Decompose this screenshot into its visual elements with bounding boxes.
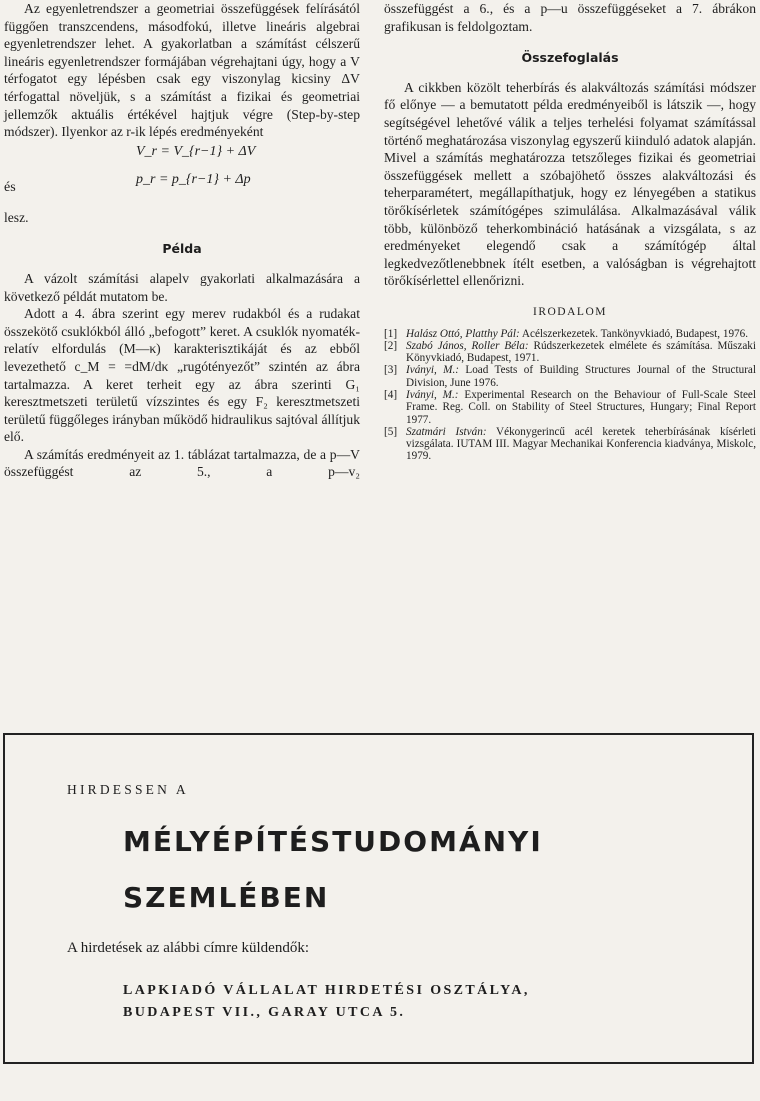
reference-number: [3] bbox=[384, 364, 398, 377]
reference-number: [4] bbox=[384, 388, 398, 401]
section-heading-osszefoglalas: Összefoglalás bbox=[521, 50, 619, 66]
reference-item bbox=[384, 364, 756, 389]
reference-authors: Iványi, M.: bbox=[406, 364, 459, 377]
reference-text: Acélszerkezetek. Tankönyvkiadó, Budapest, 1976. bbox=[521, 327, 749, 340]
reference-item bbox=[384, 426, 756, 463]
reference-item bbox=[384, 328, 756, 340]
advertisement-box bbox=[3, 733, 754, 1064]
ad-address-line2: BUDAPEST VII., GARAY UTCA 5. bbox=[123, 1005, 406, 1020]
ad-title-line2: SZEMLÉBEN bbox=[123, 881, 330, 914]
ad-address-line1: LAPKIADÓ VÁLLALAT HIRDETÉSI OSZTÁLYA, bbox=[123, 983, 530, 998]
reference-authors: Iványi, M.: bbox=[406, 388, 459, 401]
reference-text: Experimental Research on the Behaviour of Full-Scale Steel Frame. Reg. Coll. on Stability of Steel Structures, Hungary; Final Report 1977. bbox=[406, 388, 756, 426]
reference-number: [2] bbox=[384, 339, 398, 352]
left-column bbox=[4, 0, 360, 481]
ad-subtitle: A hirdetések az alábbi címre küldendők: bbox=[67, 940, 309, 956]
reference-authors: Szabó János, Roller Béla: bbox=[406, 339, 529, 352]
paragraph-frame-description: Adott a 4. ábra szerint egy merev rudakból és a rudakat összekötő csuklókból álló „befogott” keret. A csuklók nyomaték-relatív elfordulás (M—κ) karakterisztikáját és az ebből levezethető c_M = =dM/dκ „rugótényezőt” szintén az ábra tartalmazza. A keret terheit egy az ábra szerinti G₁ keresztmetszeti területű vízszintes és egy F₂ keresztmetszeti területű függőleges irányban működő hidraulikus sajtóval állítjuk elő. bbox=[4, 306, 360, 445]
ad-title-line1: MÉLYÉPÍTÉSTUDOMÁNYI bbox=[123, 825, 543, 858]
right-column bbox=[384, 0, 756, 463]
reference-authors: Szatmári István: bbox=[406, 425, 487, 438]
conjunction-es: és bbox=[4, 179, 16, 195]
reference-text: Rúdszerkezetek elmélete és számítása. Műszaki Könyvkiadó, Budapest, 1971. bbox=[406, 339, 757, 365]
section-heading-pelda: Példa bbox=[162, 241, 202, 257]
ad-lead-text: HIRDESSEN A bbox=[67, 782, 189, 797]
formula-pressure: p_r = p_{r−1} + Δp bbox=[136, 171, 251, 187]
paragraph-results: A számítás eredményeit az 1. táblázat tartalmazza, de a p—V összefüggést az 5., a p—v₂ bbox=[4, 446, 360, 480]
reference-text: Load Tests of Building Structures Journal of the Structural Division, June 1976. bbox=[406, 364, 756, 389]
formula-pressure-row bbox=[4, 169, 360, 197]
paragraph-summary: A cikkben közölt teherbírás és alakváltozás számítási módszer fő előnye — a bemutatott példa eredményeiből is látszik —, hogy segítségével lehetővé válik a teljes terhelési folyamat számítással történő meghatározása viszonylag egyszerű kiinduló adatok alapján. Mivel a számítás meghatározza tetszőleges fizikai és geometriai összefüggések mellett a szóbajöhető összes alakváltozási és teherparamétert, megállapíthatjuk, hogy ez lényegében a statikus törőkísérletek számítógépes szimulálása. Alkalmazásával válik több, különböző teherkombináció hatásának a vizsgálata, s az eredményeket elegendő csak a számítógép által legkedvezőtlenebbnek ítélt esetben, a valóságban is végrehajtott törőkísérlettel ellenőrizni. bbox=[384, 79, 756, 289]
reference-number: [1] bbox=[384, 327, 398, 340]
reference-authors: Halász Ottó, Platthy Pál: bbox=[406, 327, 520, 340]
reference-item bbox=[384, 389, 756, 426]
paragraph-example-intro: A vázolt számítási alapelv gyakorlati alkalmazására a következő példát mutatom be. bbox=[4, 270, 360, 304]
reference-item bbox=[384, 340, 756, 365]
paragraph-continuation: összefüggést a 6., és a p—u összefüggéseket a 7. ábrákon grafikusan is feldolgoztam. bbox=[384, 1, 756, 34]
references-list bbox=[384, 328, 756, 463]
text-lesz: lesz. bbox=[4, 209, 29, 225]
references-heading: IRODALOM bbox=[533, 305, 607, 318]
formula-volume: V_r = V_{r−1} + ΔV bbox=[136, 143, 256, 159]
reference-text: Vékonygerincű acél keretek teherbírásának kísérleti vizsgálata. IUTAM III. Magyar Mechanikai Konferencia kiadványa, Miskolc, 1979. bbox=[406, 425, 756, 463]
paragraph-equation-system: Az egyenletrendszer a geometriai összefüggések felírásától függően transzcendens, másodfokú, illetve lineáris algebrai egyenletrendszer lehet. A gyakorlatban a számítást célszerű lineáris egyenletrendszer formájában végrehajtani úgy, hogy a V térfogatot egy lépésben csak egy viszonylag kicsiny ΔV térfogattal növeljük, s a számítást a fizikai és geometriai jellemzők aktuális értékével hajtjuk végre (Step-by-step módszer). Ilyenkor az r-ik lépés eredményeként bbox=[4, 1, 360, 140]
reference-number: [5] bbox=[384, 425, 398, 438]
formula-volume-row bbox=[4, 141, 360, 169]
